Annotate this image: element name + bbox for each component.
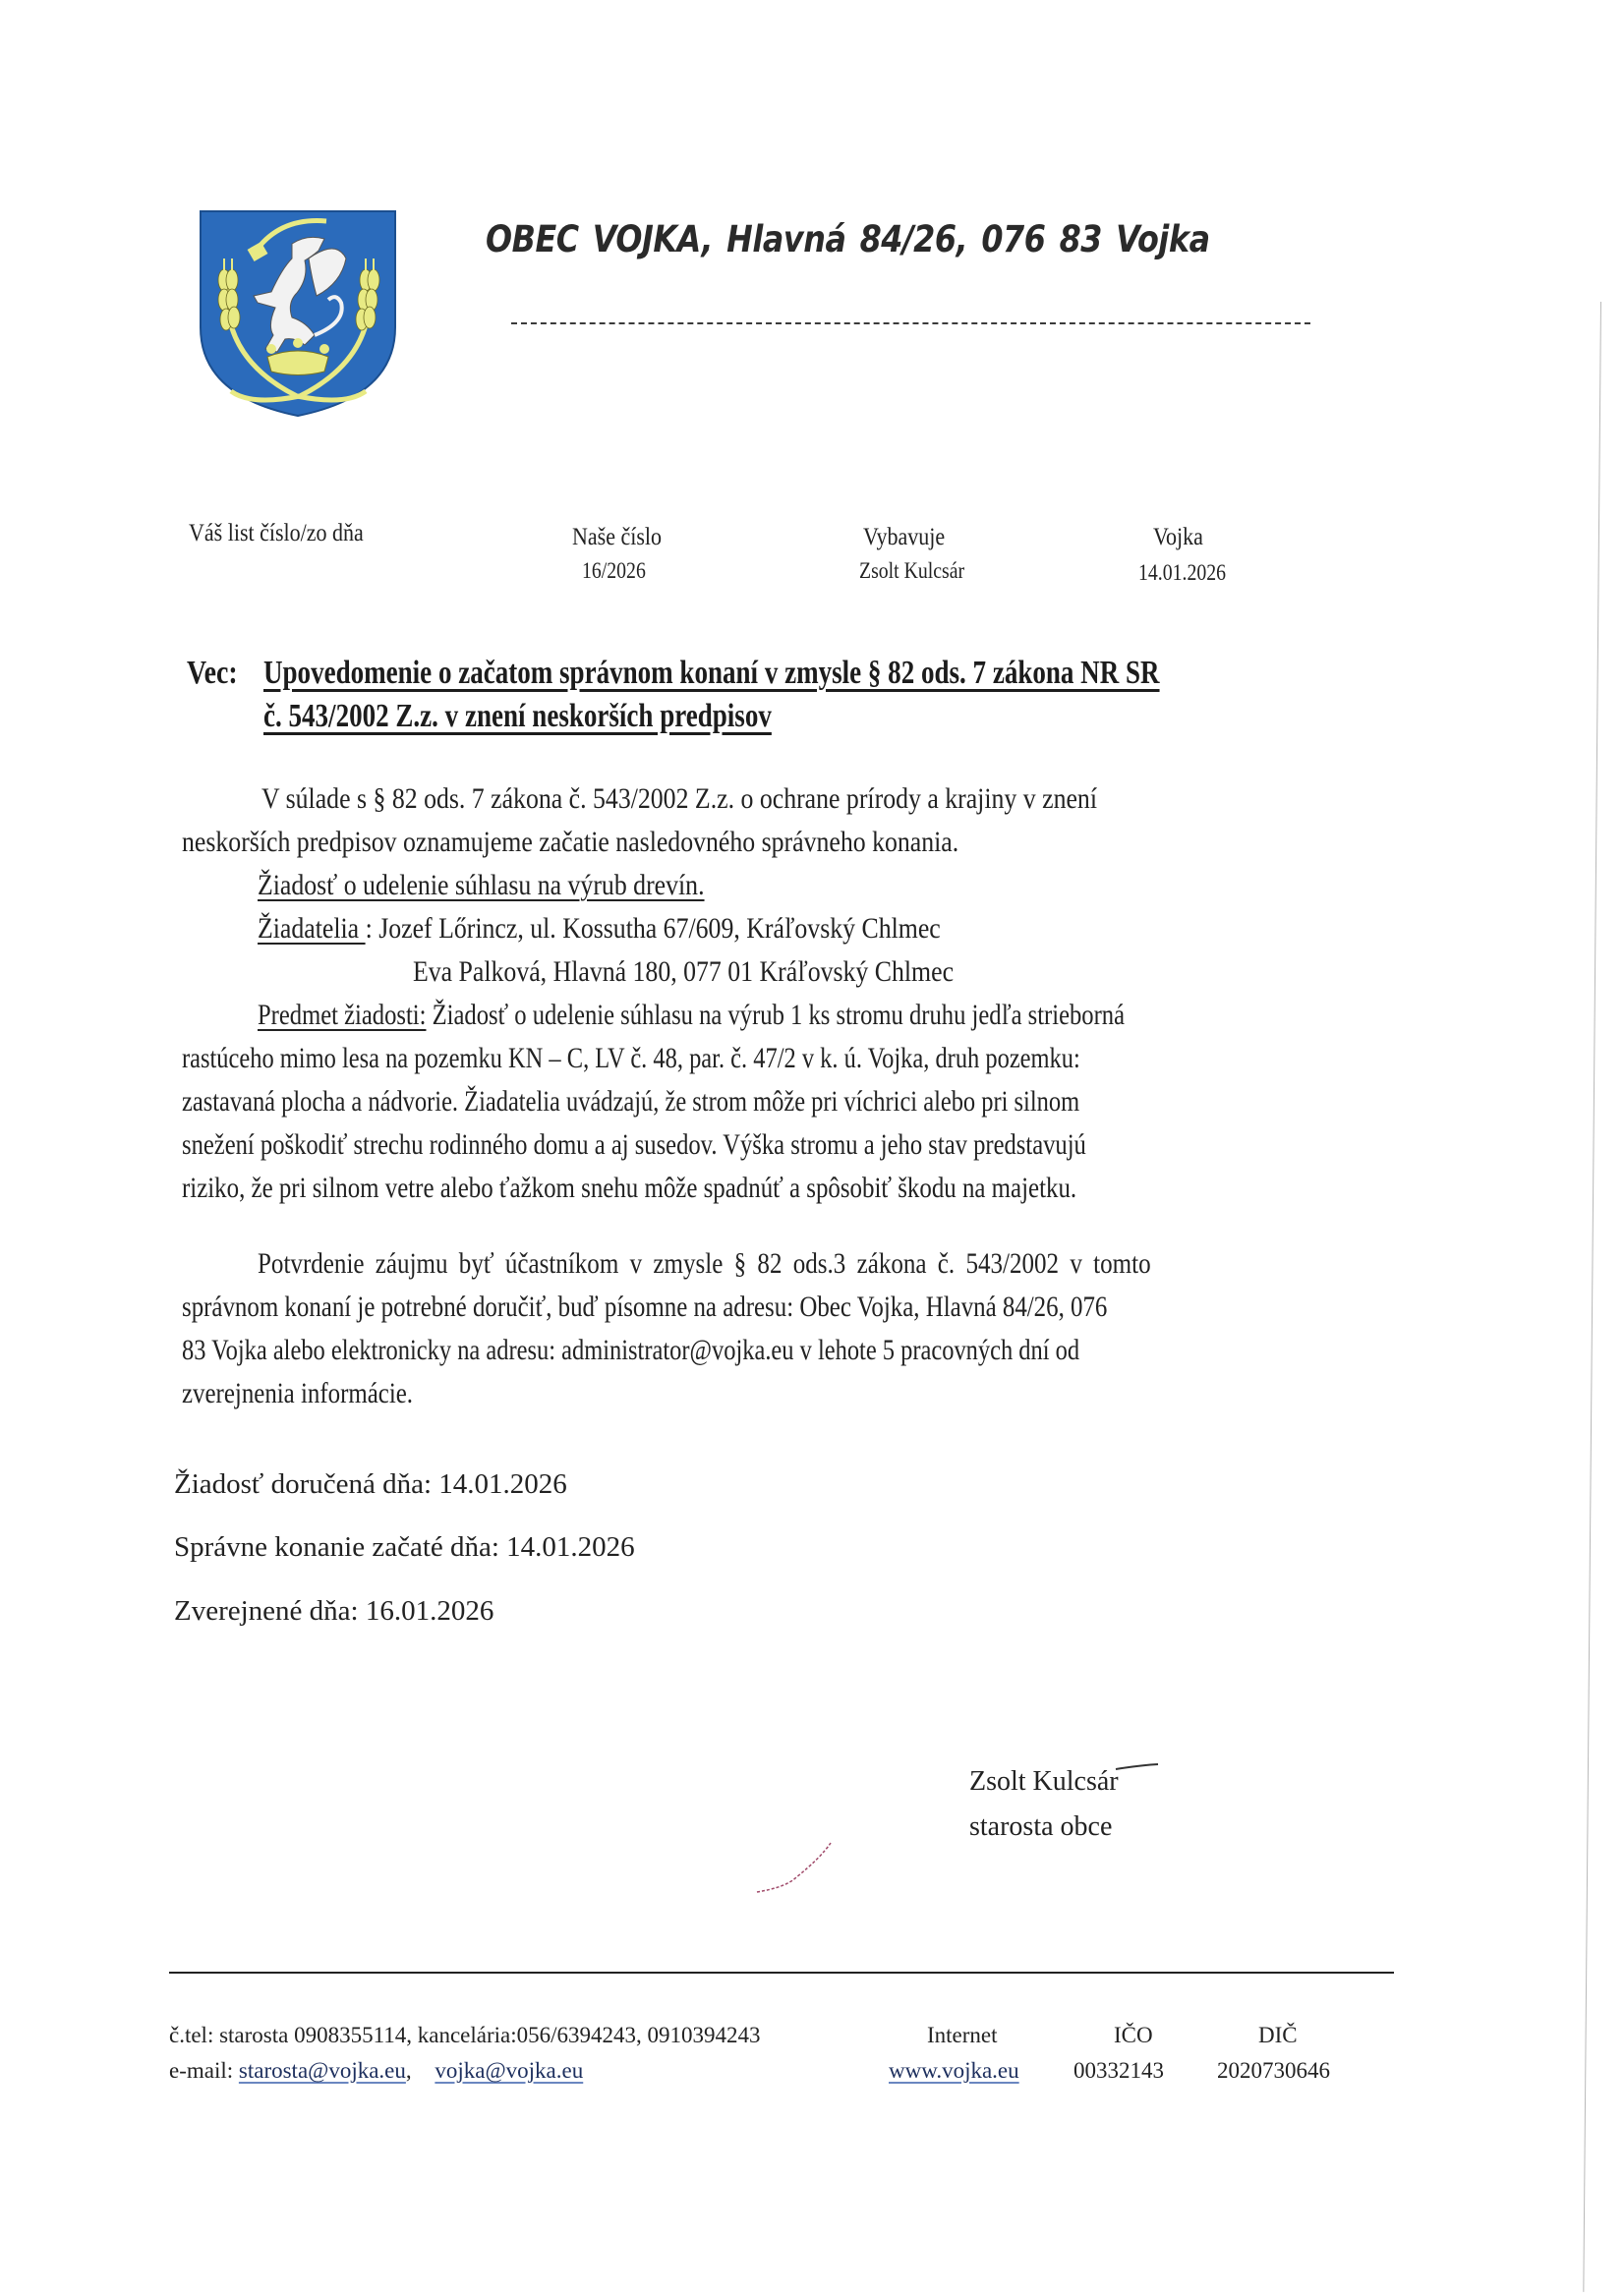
scan-edge-line (1583, 302, 1601, 2292)
intro-line-1: V súlade s § 82 ods. 7 zákona č. 543/2002 Z.z. o ochrane prírody a krajiny v znení (261, 782, 1097, 815)
applicants-line-1 (258, 911, 941, 947)
request-title: Žiadosť o udelenie súhlasu na výrub drevín. (258, 869, 705, 901)
request-subject-line-2: rastúceho mimo lesa na pozemku KN – C, LV č. 48, par. č. 47/2 v k. ú. Vojka, druh pozemku: (182, 1042, 1080, 1074)
subject-line-2: č. 543/2002 Z.z. v znení neskorších predpisov (263, 698, 772, 734)
started-date: Správne konanie začaté dňa: 14.01.2026 (174, 1531, 635, 1563)
request-subject-line-4: snežení poškodiť strechu rodinného domu a aj susedov. Výška stromu a jeho stav predstavujú (182, 1128, 1086, 1161)
letter-date: 14.01.2026 (1138, 560, 1227, 585)
applicant-1: : Jozef Lőrincz, ul. Kossutha 67/609, Kráľovský Chlmec (365, 912, 941, 945)
municipal-crest-icon (199, 209, 398, 418)
footer-ico-value: 00332143 (1073, 2058, 1164, 2083)
subject-line-1: Upovedomenie o začatom správnom konaní v zmysle § 82 ods. 7 zákona NR SR (263, 655, 1160, 691)
request-subject-line-5: riziko, že pri silnom vetre alebo ťažkom snehu môže spadnúť a spôsobiť škodu na majetku. (182, 1172, 1077, 1204)
participation-line-3: 83 Vojka alebo elektronicky na adresu: administrator@vojka.eu v lehote 5 pracovných dní od (182, 1334, 1080, 1366)
published-date: Zverejnené dňa: 16.01.2026 (174, 1595, 494, 1627)
participation-line-2: správnom konaní je potrebné doručiť, buď písomne na adresu: Obec Vojka, Hlavná 84/26, 076 (182, 1291, 1108, 1323)
received-date: Žiadosť doručená dňa: 14.01.2026 (174, 1468, 567, 1500)
signature-stroke-icon (727, 1740, 1199, 1897)
email-separator: , (405, 2058, 412, 2083)
subject-label: Vec: (187, 655, 238, 691)
footer-ico-label: IČO (1114, 2023, 1153, 2047)
footer-email-label: e-mail: (169, 2058, 239, 2083)
request-subject-line-3: zastavaná plocha a nádvorie. Žiadatelia uvádzajú, že strom môže pri víchrici alebo pri silnom (182, 1085, 1080, 1118)
footer-rule (169, 1972, 1394, 1974)
our-number-label: Naše číslo (572, 524, 663, 550)
request-subject-label: Predmet žiadosti: (258, 999, 427, 1031)
request-subject-text: Žiadosť o udelenie súhlasu na výrub 1 ks stromu druhu jedľa strieborná (426, 999, 1126, 1031)
footer-email-row (169, 2058, 583, 2084)
signatory-title: starosta obce (969, 1811, 1113, 1842)
email-link-vojka[interactable]: vojka@vojka.eu (435, 2058, 584, 2083)
header-dashed-rule (511, 322, 1310, 324)
place-label: Vojka (1153, 524, 1203, 550)
applicants-label: Žiadatelia (258, 912, 366, 945)
signatory-name: Zsolt Kulcsár (969, 1766, 1119, 1797)
your-letter-label: Váš list číslo/zo dňa (189, 520, 364, 546)
handled-by-label: Vybavuje (863, 524, 946, 550)
our-number-value: 16/2026 (582, 558, 646, 583)
organization-header: OBEC VOJKA, Hlavná 84/26, 076 83 Vojka (486, 218, 1210, 260)
email-link-starosta[interactable]: starosta@vojka.eu (238, 2058, 406, 2083)
footer-internet-label: Internet (927, 2023, 998, 2047)
footer-dic-label: DIČ (1258, 2023, 1298, 2047)
handled-by-value: Zsolt Kulcsár (859, 558, 965, 583)
intro-line-2: neskorších predpisov oznamujeme začatie nasledovného správneho konania. (182, 826, 959, 858)
request-subject-line-1 (258, 998, 1125, 1033)
footer-phone: č.tel: starosta 0908355114, kancelária:056/6394243, 0910394243 (169, 2023, 761, 2047)
website-link[interactable]: www.vojka.eu (889, 2058, 1019, 2083)
participation-line-4: zverejnenia informácie. (182, 1377, 414, 1409)
applicant-2: Eva Palková, Hlavná 180, 077 01 Kráľovský Chlmec (413, 955, 955, 988)
footer-dic-value: 2020730646 (1217, 2058, 1330, 2083)
participation-line-1: Potvrdenie záujmu byť účastníkom v zmysle § 82 ods.3 zákona č. 543/2002 v tomto (258, 1247, 1151, 1280)
